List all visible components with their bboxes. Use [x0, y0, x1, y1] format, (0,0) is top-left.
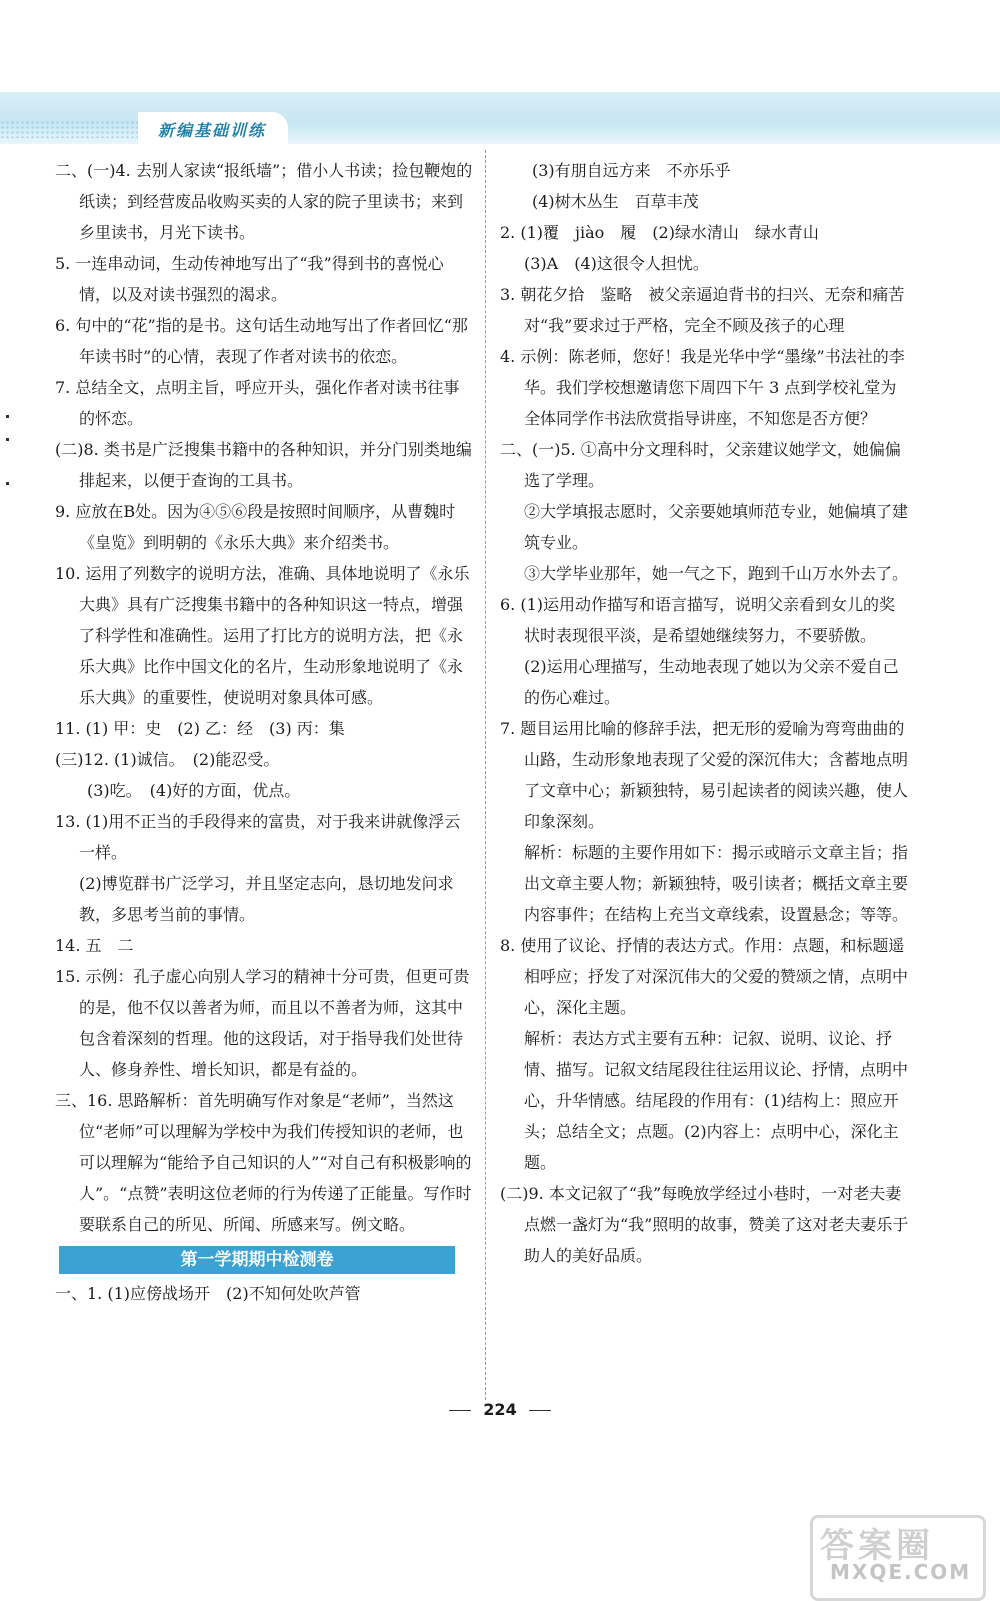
answer-item: ②大学填报志愿时，父亲要她填师范专业，她偏填了建筑专业。 — [524, 502, 909, 552]
watermark-url: MXQE.COM — [830, 1560, 972, 1584]
answer-item: (4)树木丛生 百草丰茂 — [532, 192, 699, 211]
answer-item: 6. 句中的“花”指的是书。这句话生动地写出了作者回忆“那年读书时”的心情，表现了作者对读书的依恋。 — [55, 316, 468, 366]
page-number: 224 — [483, 1400, 517, 1419]
answer-item: (2)运用心理描写，生动地表现了她以为父亲不爱自己的伤心难过。 — [524, 657, 899, 707]
margin-mark — [6, 438, 9, 441]
answer-item: 7. 总结全文，点明主旨，呼应开头，强化作者对读书往事的怀恋。 — [55, 378, 460, 428]
answer-item: 9. 应放在B处。因为④⑤⑥段是按照时间顺序，从曹魏时《皇览》到明朝的《永乐大典》来介绍类书。 — [55, 502, 456, 552]
answer-item: 2. (1)覆 jiào 履 (2)绿水清山 绿水青山 — [500, 223, 819, 242]
answer-item: 3. 朝花夕拾 鉴略 被父亲逼迫背书的扫兴、无奈和痛苦 对“我”要求过于严格，完全不顾及孩子的心理 — [500, 285, 921, 335]
margin-mark — [6, 482, 9, 485]
answer-item: 5. 一连串动词，生动传神地写出了“我”得到书的喜悦心情，以及对读书强烈的渴求。 — [55, 254, 444, 304]
answer-item: 一、1. (1)应傍战场开 (2)不知何处吹芦管 — [55, 1284, 361, 1303]
analysis-note: 解析：表达方式主要有五种：记叙、说明、议论、抒情、描写。记叙文结尾段往往运用议论、抒情，点明中心，升华情感。结尾段的作用有：(1)结构上：照应开头；总结全文；点题。(2)内容上：点明中心，深化主题。 — [524, 1029, 909, 1172]
page-number-row — [0, 1400, 1000, 1419]
section-title: 第一学期期中检测卷 — [59, 1246, 455, 1274]
answer-item: 11. (1) 甲：史 (2) 乙：经 (3) 丙：集 — [55, 719, 345, 738]
answer-item: 14. 五 二 — [55, 936, 134, 955]
analysis-note: 解析：标题的主要作用如下：揭示或暗示文章主旨；指出文章主要人物；新颖独特，吸引读者；概括文章主要内容事件；在结构上充当文章线索，设置悬念；等等。 — [524, 843, 909, 924]
answer-item: 二、(一)4. 去别人家读“报纸墙”；借小人书读；捡包鞭炮的纸读；到经营废品收购买卖的人家的院子里读书；来到乡里读书，月光下读书。 — [55, 161, 473, 242]
answer-item: (3)A (4)这很令人担忧。 — [524, 254, 709, 273]
header-dot-pattern — [0, 120, 150, 138]
left-column — [55, 155, 475, 1309]
answer-item: 6. (1)运用动作描写和语言描写，说明父亲看到女儿的奖状时表现很平淡，是希望她继续努力，不要骄傲。 — [500, 595, 896, 645]
margin-mark — [6, 415, 9, 418]
right-column — [500, 155, 921, 1271]
watermark-logo-text: 答案圈 — [820, 1526, 934, 1566]
answer-item: 8. 使用了议论、抒情的表达方式。作用：点题，和标题遥相呼应；抒发了对深沉伟大的父爱的赞颂之情，点明中心，深化主题。 — [500, 936, 909, 1017]
answer-item: (三)12. (1)诚信。 (2)能忍受。 — [55, 750, 280, 769]
answer-item: 4. 示例：陈老师，您好！我是光华中学“墨缘”书法社的李华。我们学校想邀请您下周四下午 3 点到学校礼堂为全体同学作书法欣赏指导讲座，不知您是否方便？ — [500, 347, 905, 428]
answer-item: (2)博览群书广泛学习，并且坚定志向，恳切地发问求教，多思考当前的事情。 — [79, 874, 454, 924]
answer-item: (3)吃。 (4)好的方面，优点。 — [87, 781, 301, 800]
answer-item: 三、16. 思路解析：首先明确写作对象是“老师”，当然这位“老师”可以理解为学校中为我们传授知识的老师，也可以理解为“能给予自己知识的人”“对自己有积极影响的人”。“点赞”表明这位老师的行为传递了正能量。写作时要联系自己的所见、所闻、所感来写。例文略。 — [55, 1091, 472, 1234]
answer-item: (3)有朋自远方来 不亦乐乎 — [532, 161, 731, 180]
dash-left — [449, 1410, 471, 1411]
column-divider — [485, 150, 486, 1400]
answer-item: (二)9. 本文记叙了“我”每晚放学经过小巷时，一对老夫妻点燃一盏灯为“我”照明的故事，赞美了这对老夫妻乐于助人的美好品质。 — [500, 1184, 909, 1265]
answer-item: 7. 题目运用比喻的修辞手法，把无形的爱喻为弯弯曲曲的山路，生动形象地表现了父爱的深沉伟大；含蓄地点明了文章中心；新颖独特，易引起读者的阅读兴趣，使人印象深刻。 — [500, 719, 909, 831]
answer-item: 10. 运用了列数字的说明方法，准确、具体地说明了《永乐大典》具有广泛搜集书籍中的各种知识这一特点，增强了科学性和准确性。运用了打比方的说明方法，把《永乐大典》比作中国文化的名片，生动形象地说明了《永乐大典》的重要性，使说明对象具体可感。 — [55, 564, 470, 707]
header-title: 新编基础训练 — [158, 121, 267, 140]
answer-item: 15. 示例：孔子虚心向别人学习的精神十分可贵，但更可贵的是，他不仅以善者为师，而且以不善者为师，这其中包含着深刻的哲理。他的这段话，对于指导我们处世待人、修身养性、增长知识，都是有益的。 — [55, 967, 470, 1079]
answer-item: (二)8. 类书是广泛搜集书籍中的各种知识，并分门别类地编排起来，以便于查询的工具书。 — [55, 440, 472, 490]
dash-right — [529, 1410, 551, 1411]
answer-item: 二、(一)5. ①高中分文理科时，父亲建议她学文，她偏偏选了学理。 — [500, 440, 901, 490]
answer-item: 13. (1)用不正当的手段得来的富贵，对于我来讲就像浮云一样。 — [55, 812, 461, 862]
answer-item: ③大学毕业那年，她一气之下，跑到千山万水外去了。 — [524, 564, 909, 583]
